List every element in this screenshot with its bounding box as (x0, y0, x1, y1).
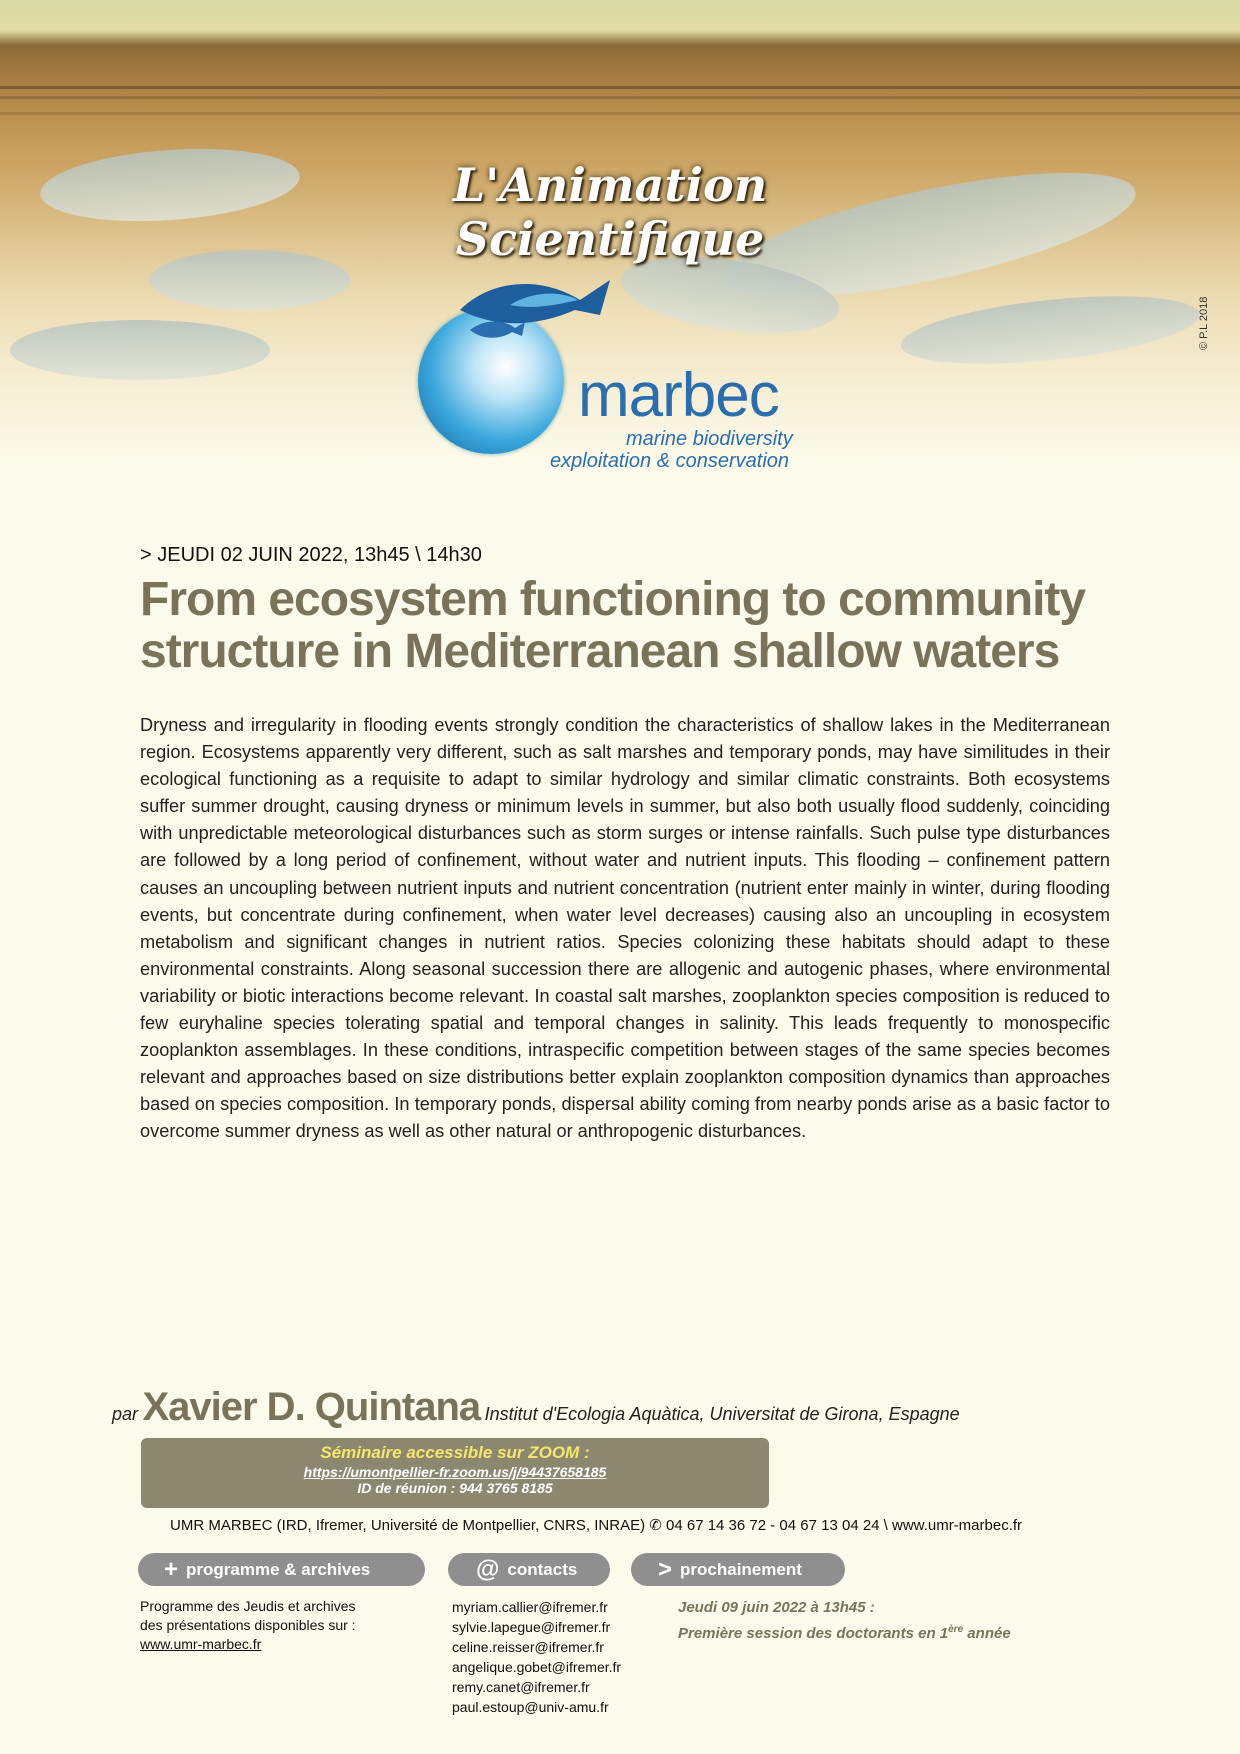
plus-icon: + (164, 1556, 179, 1583)
contact-email[interactable]: paul.estoup@univ-amu.fr (452, 1699, 609, 1715)
programme-text-1: Programme des Jeudis et archives (140, 1598, 356, 1614)
next-session-title: Première session des doctorants en 1ère année (678, 1624, 1011, 1642)
programme-info (140, 1597, 356, 1654)
contact-email[interactable]: sylvie.lapegue@ifremer.fr (452, 1619, 611, 1635)
event-title-line-1: From ecosystem functioning to community (140, 573, 1086, 626)
contacts-button[interactable] (448, 1553, 610, 1586)
logo-name: marbec (578, 361, 779, 430)
fish-icon (450, 270, 620, 350)
programme-text-2: des présentations disponibles sur : (140, 1617, 356, 1633)
zoom-meeting-id: ID de réunion : 944 3765 8185 (357, 1480, 553, 1496)
event-abstract: Dryness and irregularity in flooding events strongly condition the characteristics of shallow lakes in the Mediterranean region. Ecosystems apparently very different, such as salt marshes and temporary ponds, may have similitudes in their ecological functioning as a requisite to adapt to similar hydrology and similar climatic constraints. Both ecosystems suffer summer drought, causing dryness or minimum levels in summer, but also both usually flood suddenly, coinciding with unpredictable meteorological disturbances such as storm surges or intense rainfalls. Such pulse type disturbances are followed by a long period of confinement, without water and nutrient inputs. This flooding – confinement pattern causes an uncoupling between nutrient inputs and nutrient concentration (nutrient enter mainly in winter, during flooding events, but concentrate during confinement, when water level decreases) causing also an uncoupling in ecosystem metabolism and significant changes in nutrient ratios. Species colonizing these habitats should adapt to these environmental constraints. Along seasonal succession there are allogenic and autogenic phases, where environmental variability or biotic interactions become relevant. In coastal salt marshes, zooplankton species composition is reduced to few euryhaline species tolerating spatial and temporal changes in salinity. This leads frequently to monospecific zooplankton assemblages. In these conditions, intraspecific competition between stages of the same species becomes relevant and approaches based on size distributions better explain zooplankton composition dynamics than approaches based on species composition. In temporary ponds, dispersal ability coming from nearby ponds arise as a basic factor to overcome summer dryness as well as other natural or anthropogenic disturbances. (140, 715, 1110, 1142)
umr-contact-line: UMR MARBEC (IRD, Ifremer, Université de Montpellier, CNRS, INRAE) ✆ 04 67 14 36 72 - 04 67 13 04 24 \ www.umr-marbec.fr (170, 1517, 1023, 1534)
prochainement-button[interactable] (631, 1553, 845, 1586)
marbec-logo (410, 270, 810, 480)
photo-credit: © P.L 2018 (1198, 296, 1210, 350)
programme-label: programme & archives (186, 1560, 371, 1579)
speaker-institution: Institut d'Ecologia Aquàtica, Universitat de Girona, Espagne (484, 1404, 960, 1424)
contacts-list (452, 1597, 621, 1717)
next-session-info (678, 1597, 1011, 1645)
contact-email[interactable]: myriam.callier@ifremer.fr (452, 1599, 608, 1615)
zoom-heading: Séminaire accessible sur ZOOM : (320, 1443, 590, 1462)
contact-email[interactable]: remy.canet@ifremer.fr (452, 1679, 590, 1695)
programme-archives-button[interactable] (138, 1553, 425, 1586)
zoom-info-box (141, 1438, 769, 1508)
logo-tagline-2: exploitation & conservation (550, 450, 790, 472)
event-title-line-2: structure in Mediterranean shallow waters (140, 625, 1060, 678)
contact-email[interactable]: celine.reisser@ifremer.fr (452, 1639, 604, 1655)
next-session-date: Jeudi 09 juin 2022 à 13h45 : (678, 1599, 875, 1616)
speaker-line (112, 1385, 960, 1430)
series-title: L'Animation Scientifique (452, 158, 768, 266)
speaker-name: Xavier D. Quintana (142, 1385, 481, 1429)
chevron-right-icon: > (658, 1556, 673, 1583)
programme-link[interactable]: www.umr-marbec.fr (140, 1636, 262, 1652)
contacts-label: contacts (507, 1560, 578, 1579)
logo-tagline-1: marine biodiversity (626, 428, 793, 450)
event-title (140, 574, 1120, 678)
contact-email[interactable]: angelique.gobet@ifremer.fr (452, 1659, 622, 1675)
at-icon: @ (476, 1556, 500, 1583)
next-label: prochainement (680, 1560, 802, 1579)
speaker-prefix: par (112, 1404, 139, 1424)
zoom-link[interactable]: https://umontpellier-fr.zoom.us/j/94437658185 (303, 1464, 607, 1480)
event-date: > JEUDI 02 JUIN 2022, 13h45 \ 14h30 (140, 544, 482, 566)
